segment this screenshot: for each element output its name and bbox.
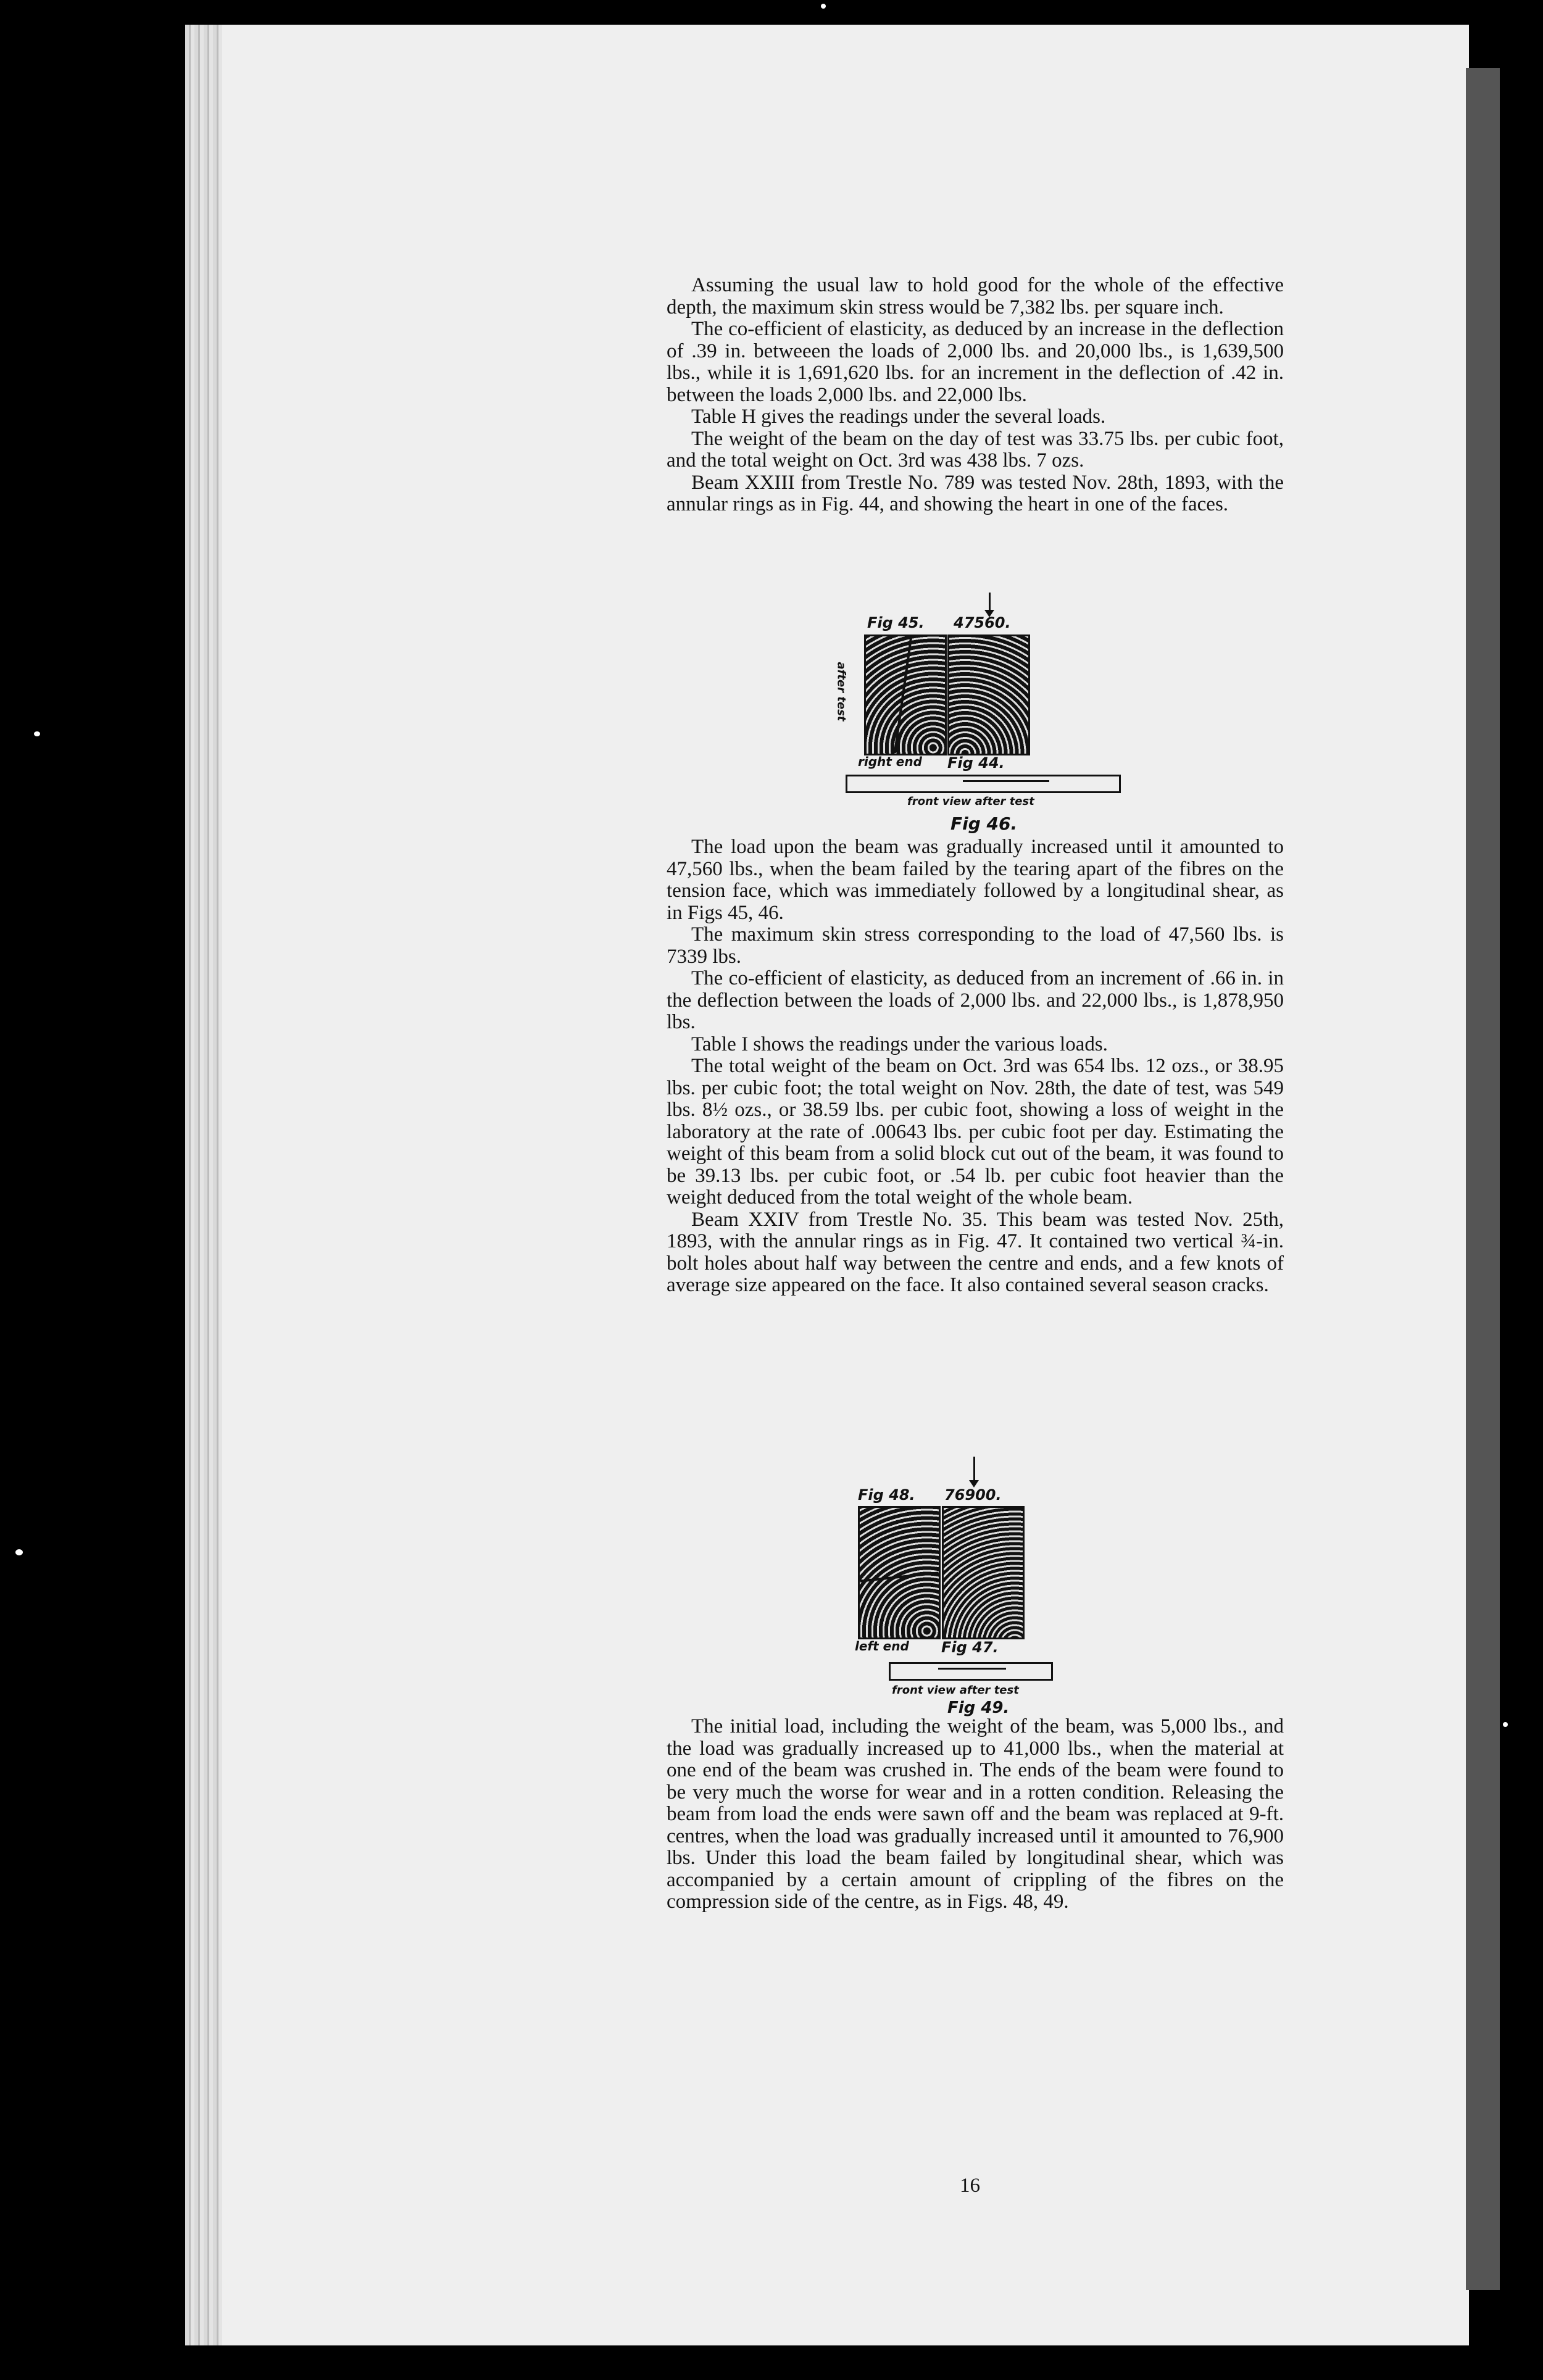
load-label: 47560. (954, 614, 1011, 631)
page-number: 16 (960, 2174, 980, 2197)
fig-44-label: Fig 44. (947, 754, 1005, 772)
paragraph: Beam XXIV from Trestle No. 35. This beam was tested Nov. 25th, 1893, with the annular rings as in Fig. 47. It contained two vertical ¾-in. bolt holes about half way between the centre and ends, and a few knots of average size appeared on the face. It also contained several season cracks. (667, 1208, 1284, 1296)
fig-46-label: Fig 46. (950, 813, 1018, 834)
load-arrow (973, 1457, 975, 1481)
side-label: after test (834, 662, 848, 722)
beam-section-fig45 (864, 635, 947, 755)
paragraph: Table I shows the readings under the various loads. (691, 1033, 1108, 1055)
beam-section-fig47 (942, 1506, 1025, 1639)
beam-front-view (889, 1662, 1053, 1681)
fig-49-label: Fig 49. (947, 1699, 1010, 1717)
end-label: left end (855, 1639, 909, 1654)
scan-speck (821, 4, 826, 9)
text-block-top (667, 275, 1284, 516)
text-block-middle (667, 836, 1284, 1297)
end-label: right end (858, 754, 922, 769)
page-stack-edge (185, 25, 222, 2345)
figure-44-45-46 (834, 593, 1129, 839)
paragraph: The maximum skin stress corresponding to the load of 47,560 lbs. is 7339 lbs. (667, 923, 1284, 968)
paragraph: The load upon the beam was gradually increased until it amounted to 47,560 lbs., when the beam failed by the tearing apart of the fibres on the tension face, which was immediately followed by a longitudinal shear, as in Figs 45, 46. (667, 836, 1284, 924)
paragraph: The weight of the beam on the day of test was 33.75 lbs. per cubic foot, and the total weight on Oct. 3rd was 438 lbs. 7 ozs. (667, 427, 1284, 472)
front-view-label: front view after test (892, 1684, 1019, 1697)
beam-section-fig44 (947, 635, 1030, 755)
shear-line (938, 1668, 1006, 1670)
figure-47-48-49 (846, 1457, 1092, 1716)
fig-45-label: Fig 45. (867, 614, 925, 631)
paragraph: The total weight of the beam on Oct. 3rd was 654 lbs. 12 ozs., or 38.95 lbs. per cubic foot; the total weight on Nov. 28th, the date of test, was 549 lbs. 8½ ozs., or 38.59 lbs. per cubic foot, showing a loss of weight in the laboratory at the rate of .00643 lbs. per cubic foot per day. Estimating the weight of this beam from a solid block cut out of the beam, it was found to be 39.13 lbs. per cubic foot, or .54 lb. per cubic foot heavier than the weight deduced from the total weight of the whole beam. (667, 1055, 1284, 1209)
paragraph: Beam XXIII from Trestle No. 789 was tested Nov. 28th, 1893, with the annular rings as in Fig. 44, and showing the heart in one of the faces. (667, 471, 1284, 515)
load-arrow (989, 593, 991, 611)
scan-speck (15, 1549, 23, 1555)
facing-page-edge (1466, 68, 1500, 2290)
fig-48-label: Fig 48. (858, 1486, 915, 1504)
shear-line (963, 780, 1049, 782)
text-block-bottom (667, 1716, 1284, 1913)
paragraph: The initial load, including the weight of the beam, was 5,000 lbs., and the load was gradually increased up to 41,000 lbs., when the material at one end of the beam was crushed in. The ends of the beam were found to be very much the worse for wear and in a rotten condition. Releasing the beam from load the ends were sawn off and the beam was replaced at 9-ft. centres, when the load was gradually increased until it amounted to 76,900 lbs. Under this load the beam failed by longitudinal shear, which was accompanied by a certain amount of crippling of the fibres on the compression side of the centre, as in Figs. 48, 49. (667, 1715, 1284, 1913)
fig-47-label: Fig 47. (941, 1639, 999, 1656)
paragraph: Table H gives the readings under the several loads. (691, 406, 1106, 428)
beam-section-fig48 (858, 1506, 941, 1639)
paragraph: The co-efficient of elasticity, as deduced by an increase in the deflection of .39 in. betweeen the loads of 2,000 lbs. and 20,000 lbs., is 1,639,500 lbs., while it is 1,691,620 lbs. for an increment in the deflection of .42 in. between the loads 2,000 lbs. and 22,000 lbs. (667, 318, 1284, 406)
scan-speck (34, 731, 40, 736)
beam-front-view (846, 775, 1121, 793)
paragraph: The co-efficient of elasticity, as deduced from an increment of .66 in. in the deflection between the loads of 2,000 lbs. and 22,000 lbs., is 1,878,950 lbs. (667, 967, 1284, 1033)
paragraph: Assuming the usual law to hold good for the whole of the effective depth, the maximum skin stress would be 7,382 lbs. per square inch. (667, 274, 1284, 318)
front-view-label: front view after test (907, 795, 1034, 808)
scan-speck (1503, 1722, 1508, 1727)
load-label: 76900. (944, 1486, 1002, 1504)
